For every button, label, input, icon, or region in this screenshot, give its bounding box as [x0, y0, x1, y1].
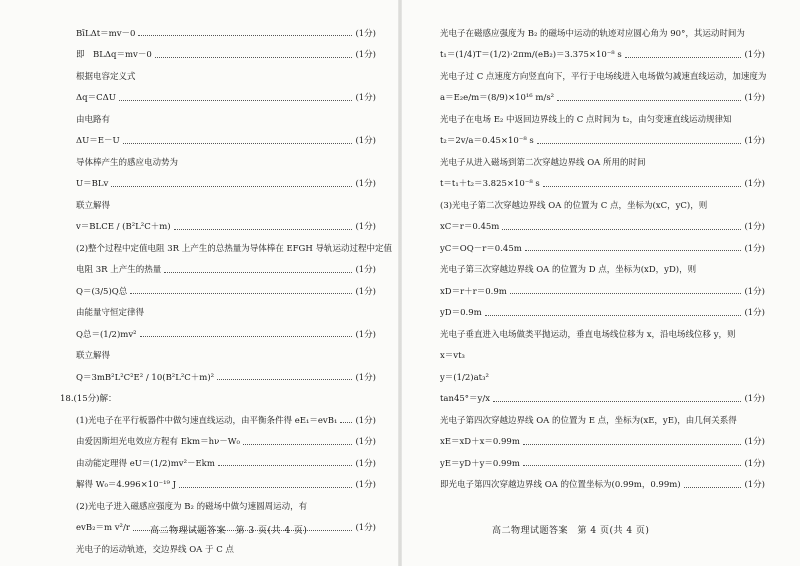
score-mark: (1分)	[355, 329, 376, 340]
page-footer-4: 高二物理试题答案 第 4 页(共 4 页)	[492, 526, 650, 536]
score-mark: (1分)	[744, 179, 765, 190]
answer-line	[440, 65, 765, 87]
score-mark: (1分)	[744, 437, 765, 448]
answer-line	[440, 151, 765, 173]
score-mark: (1分)	[355, 265, 376, 276]
dot-leader	[510, 293, 742, 294]
dot-leader	[493, 401, 741, 402]
score-mark: (1分)	[744, 136, 765, 147]
answer-line-text: (2)整个过程中定值电阻 3R 上产生的总热量为导体棒在 EFGH 导轨运动过程中定值	[76, 243, 392, 254]
answer-line	[76, 538, 376, 560]
answer-line-text: ΔU＝E－U	[76, 136, 120, 147]
answer-line-text: xC＝r＝0.45m	[440, 222, 500, 233]
dot-leader	[502, 229, 741, 230]
dot-leader	[684, 487, 742, 488]
answer-line-text: xE＝xD＋x＝0.99m	[440, 437, 520, 448]
answer-line	[440, 280, 765, 302]
score-mark: (1分)	[355, 523, 376, 534]
dot-leader	[140, 336, 353, 337]
score-mark: (1分)	[744, 222, 765, 233]
score-mark: (1分)	[355, 28, 376, 39]
answer-lines-page-3	[60, 22, 392, 560]
answer-line-text: yC＝OQ－r＝0.45m	[440, 243, 522, 254]
answer-lines-page-4	[440, 22, 765, 495]
score-mark: (1分)	[355, 286, 376, 297]
answer-line	[440, 108, 765, 130]
answer-line	[76, 323, 376, 345]
dot-leader	[485, 315, 742, 316]
answer-line	[440, 452, 765, 474]
answer-line-text: 由动能定理得 eU＝(1/2)mv²－Ekm	[76, 458, 215, 469]
answer-line-text: 光电子在磁感应强度为 B₂ 的磁场中运动的轨迹对应圆心角为 90°，其运动时间为	[440, 28, 745, 39]
answer-line	[76, 194, 376, 216]
answer-line	[76, 495, 376, 517]
answer-line-text: (2)光电子进入磁感应强度为 B₂ 的磁场中做匀速圆周运动，有	[76, 501, 308, 512]
answer-line-text: 18.(15分)解：	[60, 394, 117, 405]
answer-line-text: x＝vt₃	[440, 351, 465, 362]
answer-line-text: 电阻 3R 上产生的热量	[76, 265, 162, 276]
answer-line-text: 由爱因斯坦光电效应方程有 Ekm＝hν－W₀	[76, 437, 240, 448]
score-mark: (1分)	[355, 50, 376, 61]
score-mark: (1分)	[355, 480, 376, 491]
answer-line-text: 联立解得	[76, 351, 111, 362]
answer-line	[440, 409, 765, 431]
answer-line-text: 光电子第四次穿越边界线 OA 的位置为 E 点，坐标为(xE，yE)，由几何关系得	[440, 415, 737, 426]
answer-line	[440, 87, 765, 109]
answer-line	[440, 366, 765, 388]
score-mark: (1分)	[355, 222, 376, 233]
answer-line	[76, 474, 376, 496]
answer-line-text: 解得 W₀＝4.996×10⁻¹⁹ J	[76, 480, 177, 491]
answer-line-text: 联立解得	[76, 200, 111, 211]
answer-line-text: U＝BLv	[76, 179, 109, 190]
answer-line	[440, 22, 765, 44]
answer-line	[76, 22, 376, 44]
answer-line	[76, 409, 376, 431]
answer-line	[440, 130, 765, 152]
answer-line	[440, 345, 765, 367]
dot-leader	[217, 379, 352, 380]
answer-line-text: v＝BLCE / (B²L²C＋m)	[76, 222, 171, 233]
score-mark: (1分)	[744, 480, 765, 491]
answer-line	[440, 44, 765, 66]
answer-line	[76, 65, 376, 87]
answer-line-text: 由电路有	[76, 114, 111, 125]
answer-line-text: (3)光电子第二次穿越边界线 OA 的位置为 C 点，坐标为(xC，yC)，则	[440, 200, 708, 211]
answer-line	[76, 151, 376, 173]
answer-line	[440, 173, 765, 195]
score-mark: (1分)	[355, 136, 376, 147]
score-mark: (1分)	[744, 394, 765, 405]
dot-leader	[557, 100, 741, 101]
dot-leader	[123, 143, 353, 144]
answer-page-3	[0, 0, 398, 566]
answer-line	[440, 216, 765, 238]
answer-line-text: 由能量守恒定律得	[76, 308, 145, 319]
answer-line-text: xD＝r＋r＝0.9m	[440, 286, 507, 297]
answer-line-text: evB₂＝m v²/r	[76, 523, 130, 534]
score-mark: (1分)	[744, 286, 765, 297]
answer-line	[440, 474, 765, 496]
answer-line-text: Q总＝(1/2)mv²	[76, 329, 137, 340]
score-mark: (1分)	[355, 437, 376, 448]
answer-line	[76, 259, 376, 281]
score-mark: (1分)	[355, 415, 376, 426]
answer-line	[440, 194, 765, 216]
answer-line-text: Q＝(3/5)Q总	[76, 286, 128, 297]
page-footer-3: 高二物理试题答案 第 3 页(共 4 页)	[150, 526, 308, 536]
answer-line-text: t₁＝(1/4)T＝(1/2)·2πm/(eB₂)＝3.375×10⁻⁸ s	[440, 50, 622, 61]
dot-leader	[138, 35, 352, 36]
answer-line	[440, 302, 765, 324]
answer-line	[76, 216, 376, 238]
answer-line	[76, 431, 376, 453]
answer-line-text: 光电子在电场 E₂ 中返回边界线上的 C 点时间为 t₂，由匀变速直线运动规律知	[440, 114, 732, 125]
answer-line-text: t₂＝2v/a＝0.45×10⁻⁸ s	[440, 136, 534, 147]
dot-leader	[340, 422, 352, 423]
dot-leader	[174, 229, 353, 230]
score-mark: (1分)	[744, 308, 765, 319]
answer-line	[440, 323, 765, 345]
dot-leader	[543, 186, 742, 187]
answer-line	[76, 108, 376, 130]
score-mark: (1分)	[744, 50, 765, 61]
answer-line-text: 光电子从进入磁场到第二次穿越边界线 OA 所用的时间	[440, 157, 646, 168]
answer-line	[76, 280, 376, 302]
answer-line	[440, 237, 765, 259]
score-mark: (1分)	[355, 93, 376, 104]
dot-leader	[523, 465, 742, 466]
answer-line	[76, 366, 376, 388]
dot-leader	[111, 186, 352, 187]
dot-leader	[218, 465, 353, 466]
dot-leader	[537, 143, 742, 144]
score-mark: (1分)	[355, 458, 376, 469]
answer-line	[440, 388, 765, 410]
dot-leader	[119, 100, 353, 101]
dot-leader	[179, 487, 352, 488]
dot-leader	[625, 57, 742, 58]
score-mark: (1分)	[744, 243, 765, 254]
dot-leader	[243, 444, 353, 445]
score-mark: (1分)	[744, 93, 765, 104]
answer-page-4	[402, 0, 800, 566]
answer-line-text: yE＝yD＋y＝0.99m	[440, 458, 520, 469]
answer-line-text: yD＝0.9m	[440, 308, 482, 319]
answer-line	[76, 44, 376, 66]
answer-line	[76, 302, 376, 324]
answer-line-text: 光电子第三次穿越边界线 OA 的位置为 D 点，坐标为(xD，yD)，则	[440, 265, 697, 276]
answer-line-text: y＝(1/2)at₃²	[440, 372, 489, 383]
answer-line	[440, 259, 765, 281]
answer-line-text: a＝E₂e/m＝(8/9)×10¹⁶ m/s²	[440, 93, 555, 104]
answer-line-text: (1)光电子在平行板器件中做匀速直线运动，由平衡条件得 eE₁＝evB₁	[76, 415, 338, 426]
answer-line	[76, 130, 376, 152]
score-mark: (1分)	[744, 458, 765, 469]
answer-line-text: 光电子的运动轨迹，交边界线 OA 于 C 点	[76, 544, 234, 555]
answer-line-text: Δq＝CΔU	[76, 93, 116, 104]
dot-leader	[130, 293, 352, 294]
answer-line-text: 即 BLΔq＝mv－0	[76, 50, 152, 61]
answer-line	[76, 173, 376, 195]
score-mark: (1分)	[355, 179, 376, 190]
answer-line-text: 根据电容定义式	[76, 71, 136, 82]
dot-leader	[523, 444, 742, 445]
answer-line-text: 即光电子第四次穿越边界线 OA 的位置坐标为(0.99m，0.99m)	[440, 480, 681, 491]
answer-line	[76, 452, 376, 474]
answer-line-text: t＝t₁＋t₂＝3.825×10⁻⁸ s	[440, 179, 540, 190]
answer-line	[76, 345, 376, 367]
answer-line-text: 导体棒产生的感应电动势为	[76, 157, 179, 168]
answer-line-text: BīLΔt＝mv－0	[76, 28, 136, 39]
answer-line	[76, 237, 392, 259]
answer-line	[60, 388, 376, 410]
answer-line-text: tan45°＝y/x	[440, 394, 490, 405]
dot-leader	[525, 250, 742, 251]
answer-line-text: Q＝3mB²L²C²E² / 10(B²L²C＋m)²	[76, 372, 215, 383]
answer-line	[440, 431, 765, 453]
answer-line	[76, 87, 376, 109]
score-mark: (1分)	[355, 372, 376, 383]
dot-leader	[155, 57, 353, 58]
dot-leader	[164, 272, 352, 273]
answer-line-text: 光电子垂直进入电场做类平抛运动，垂直电场线位移为 x，沿电场线位移 y，则	[440, 329, 736, 340]
answer-line-text: 光电子过 C 点速度方向竖直向下，平行于电场线进入电场做匀减速直线运动，加速度为	[440, 71, 767, 82]
